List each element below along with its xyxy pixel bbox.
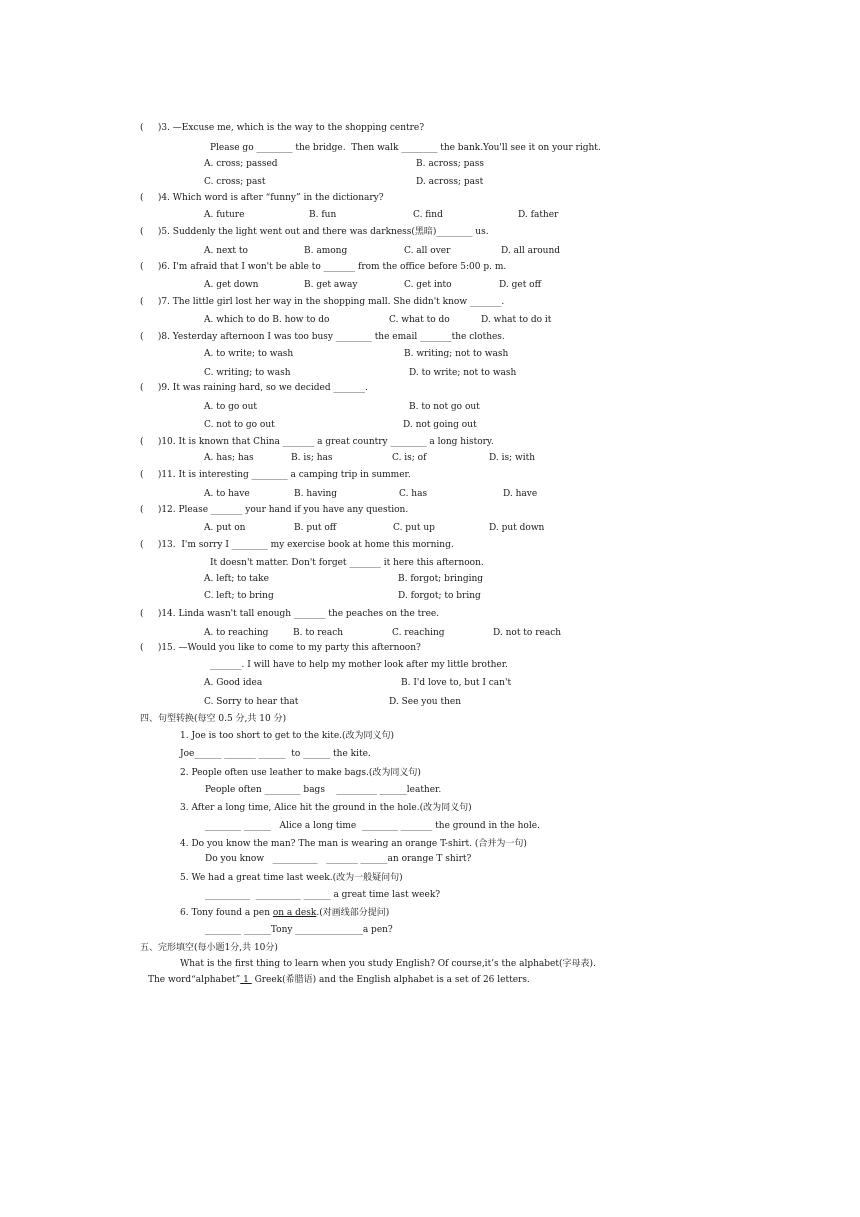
answer-option: C. all over [404, 246, 451, 256]
answer-option: A. get down [204, 280, 259, 290]
answer-option: D. get off [499, 280, 541, 290]
answer-option: C. reaching [392, 628, 445, 638]
answer-option: C. cross; past [204, 177, 266, 187]
answer-option: B. to reach [293, 628, 344, 638]
paragraph-text: Greek(希腊语) and the English alphabet is a set of 26 letters. [251, 975, 530, 985]
section-heading: 五、完形填空(每小题1分,共 10分) [140, 943, 278, 953]
answer-option: D. See you then [389, 697, 461, 707]
question-stem: ( )8. Yesterday afternoon I was too busy ________ the email _______the clothes. [140, 332, 505, 342]
answer-option: B. put off [294, 523, 337, 533]
question-stem: ( )6. I'm afraid that I won't be able to _______ from the office before 5:00 p. m. [140, 262, 507, 272]
answer-option: D. what to do it [481, 315, 552, 325]
question-dialogue-line: Please go ________ the bridge. Then walk ________ the bank.You'll see it on your right. [210, 143, 601, 153]
transform-answer-line: Joe______ _______ ______ to ______ the kite. [180, 749, 371, 759]
transform-answer-line: ________ ______ Alice a long time ________ _______ the ground in the hole. [205, 821, 540, 831]
answer-option: C. find [413, 210, 443, 220]
answer-option: D. father [518, 210, 559, 220]
answer-option: B. writing; not to wash [404, 349, 509, 359]
answer-option: B. to not go out [409, 402, 480, 412]
underlined-phrase: on a desk [272, 908, 317, 918]
prompt-text: 6. Tony found a pen [180, 908, 273, 918]
answer-option: A. cross; passed [204, 159, 278, 169]
transform-answer-line: ________ ______Tony _______________a pen? [205, 925, 393, 935]
answer-option: A. next to [204, 246, 248, 256]
answer-option: C. Sorry to hear that [204, 697, 299, 707]
question-dialogue-line: It doesn't matter. Don't forget _______ it here this afternoon. [210, 558, 484, 568]
transform-prompt: 4. Do you know the man? The man is wearing an orange T-shirt. (合并为一句) [180, 839, 527, 849]
answer-option: A. which to do B. how to do [204, 315, 330, 325]
answer-option: C. not to go out [204, 420, 275, 430]
transform-prompt: 3. After a long time, Alice hit the ground in the hole.(改为同义句) [180, 803, 472, 813]
answer-option: B. I'd love to, but I can't [401, 678, 512, 688]
answer-option: C. has [399, 489, 428, 499]
answer-option: B. is; has [291, 453, 333, 463]
answer-option: A. to reaching [204, 628, 269, 638]
prompt-text: .(对画线部分提问) [316, 908, 390, 918]
answer-option: D. not to reach [493, 628, 562, 638]
question-stem: ( )15. —Would you like to come to my party this afternoon? [140, 643, 421, 653]
answer-option: B. having [294, 489, 338, 499]
question-stem: ( )7. The little girl lost her way in the shopping mall. She didn't know _______. [140, 297, 505, 307]
question-stem: ( )11. It is interesting ________ a camping trip in summer. [140, 470, 411, 480]
answer-option: A. to go out [204, 402, 257, 412]
answer-option: D. not going out [403, 420, 477, 430]
answer-option: D. across; past [416, 177, 484, 187]
answer-option: B. get away [304, 280, 358, 290]
answer-option: A. Good idea [204, 678, 263, 688]
answer-option: D. to write; not to wash [409, 368, 517, 378]
cloze-paragraph: What is the first thing to learn when you study English? Of course,it’s the alphabet(字母表). [180, 959, 596, 969]
paragraph-text: The word“alphabet” [148, 975, 241, 985]
answer-option: C. left; to bring [204, 591, 274, 601]
answer-option: C. get into [404, 280, 452, 290]
answer-option: D. all around [501, 246, 561, 256]
answer-option: B. forgot; bringing [398, 574, 484, 584]
transform-answer-line: Do you know __________ _______ ______an orange T shirt? [205, 854, 472, 864]
transform-prompt [180, 907, 389, 919]
transform-prompt: 5. We had a great time last week.(改为一般疑问句) [180, 873, 403, 883]
question-stem: ( )10. It is known that China _______ a great country ________ a long history. [140, 437, 494, 447]
transform-prompt: 1. Joe is too short to get to the kite.(改为同义句) [180, 731, 395, 741]
answer-option: C. put up [393, 523, 435, 533]
question-stem: ( )13. I'm sorry I ________ my exercise book at home this morning. [140, 540, 454, 550]
question-stem: ( )4. Which word is after “funny” in the dictionary? [140, 193, 384, 203]
transform-answer-line: __________ __________ ______ a great time last week? [205, 890, 441, 900]
question-stem: ( )5. Suddenly the light went out and there was darkness(黑暗)________ us. [140, 227, 489, 237]
question-dialogue-line: _______. I will have to help my mother look after my little brother. [210, 660, 508, 670]
answer-option: D. forgot; to bring [398, 591, 481, 601]
answer-option: D. put down [489, 523, 545, 533]
question-stem: ( )9. It was raining hard, so we decided _______. [140, 383, 368, 393]
answer-option: C. writing; to wash [204, 368, 291, 378]
cloze-paragraph [148, 974, 530, 986]
answer-option: A. left; to take [204, 574, 269, 584]
section-heading: 四、句型转换(每空 0.5 分,共 10 分) [140, 714, 287, 724]
answer-option: A. future [204, 210, 245, 220]
transform-prompt: 2. People often use leather to make bags.(改为同义句) [180, 768, 421, 778]
answer-option: A. to write; to wash [204, 349, 294, 359]
question-stem: ( )14. Linda wasn't tall enough _______ the peaches on the tree. [140, 609, 440, 619]
answer-option: D. have [503, 489, 538, 499]
transform-answer-line: People often ________ bags _________ ______leather. [205, 785, 442, 795]
answer-option: B. across; pass [416, 159, 484, 169]
question-stem: ( )12. Please _______ your hand if you have any question. [140, 505, 409, 515]
blank-number: 1 [240, 975, 252, 985]
answer-option: A. has; has [204, 453, 254, 463]
question-stem: ( )3. —Excuse me, which is the way to the shopping centre? [140, 123, 425, 133]
answer-option: A. put on [204, 523, 246, 533]
answer-option: C. what to do [389, 315, 450, 325]
answer-option: D. is; with [489, 453, 536, 463]
answer-option: C. is; of [392, 453, 427, 463]
answer-option: A. to have [204, 489, 250, 499]
answer-option: B. among [304, 246, 348, 256]
answer-option: B. fun [309, 210, 337, 220]
